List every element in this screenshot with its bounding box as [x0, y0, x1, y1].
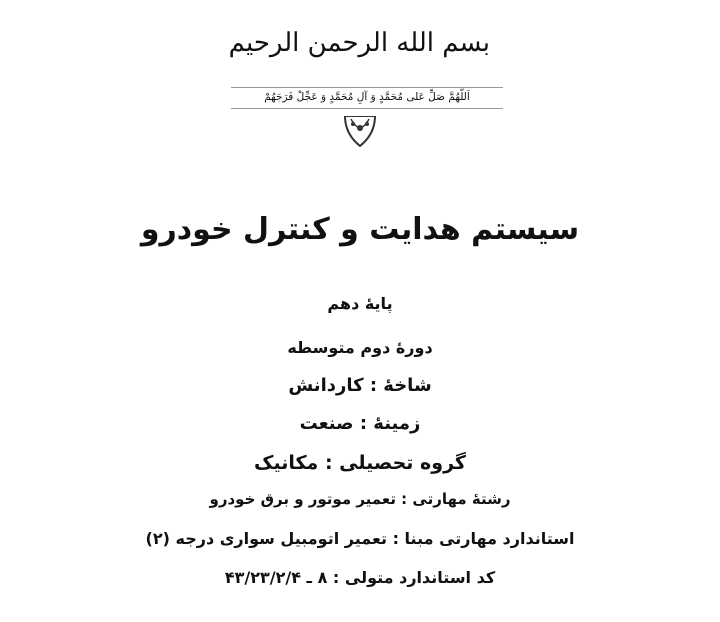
study-group: گروه تحصیلی : مکانیک: [254, 452, 466, 474]
standard-code: کد استاندارد متولی : ۸ ـ ۴۳/۲۳/۲/۴: [224, 568, 496, 587]
bismillah-calligraphy: بسم الله الرحمن الرحیم: [228, 28, 490, 58]
base-standard: استاندارد مهارتی مبنا : تعمیر اتومبیل سواری درجه (۲): [145, 529, 575, 548]
book-title: سیستم هدایت و کنترل خودرو: [140, 212, 580, 247]
skill-major: رشتۀ مهارتی : تعمیر موتور و برق خودرو: [209, 490, 511, 508]
ornament-icon: [343, 116, 377, 148]
divider-bottom: [231, 108, 503, 109]
grade: پایۀ دهم: [327, 294, 393, 313]
salawat-text: اَللّهُمَّ صَلِّ عَلی مُحَمَّدٍ وَ آلِ مُحَمَّدٍ وَ عَجِّلْ فَرَجَهُمْ: [264, 91, 470, 103]
branch: شاخۀ : کاردانش: [288, 375, 432, 396]
divider-top: [231, 87, 503, 88]
field: زمینۀ : صنعت: [299, 413, 421, 434]
period: دورۀ دوم متوسطه: [287, 338, 433, 357]
